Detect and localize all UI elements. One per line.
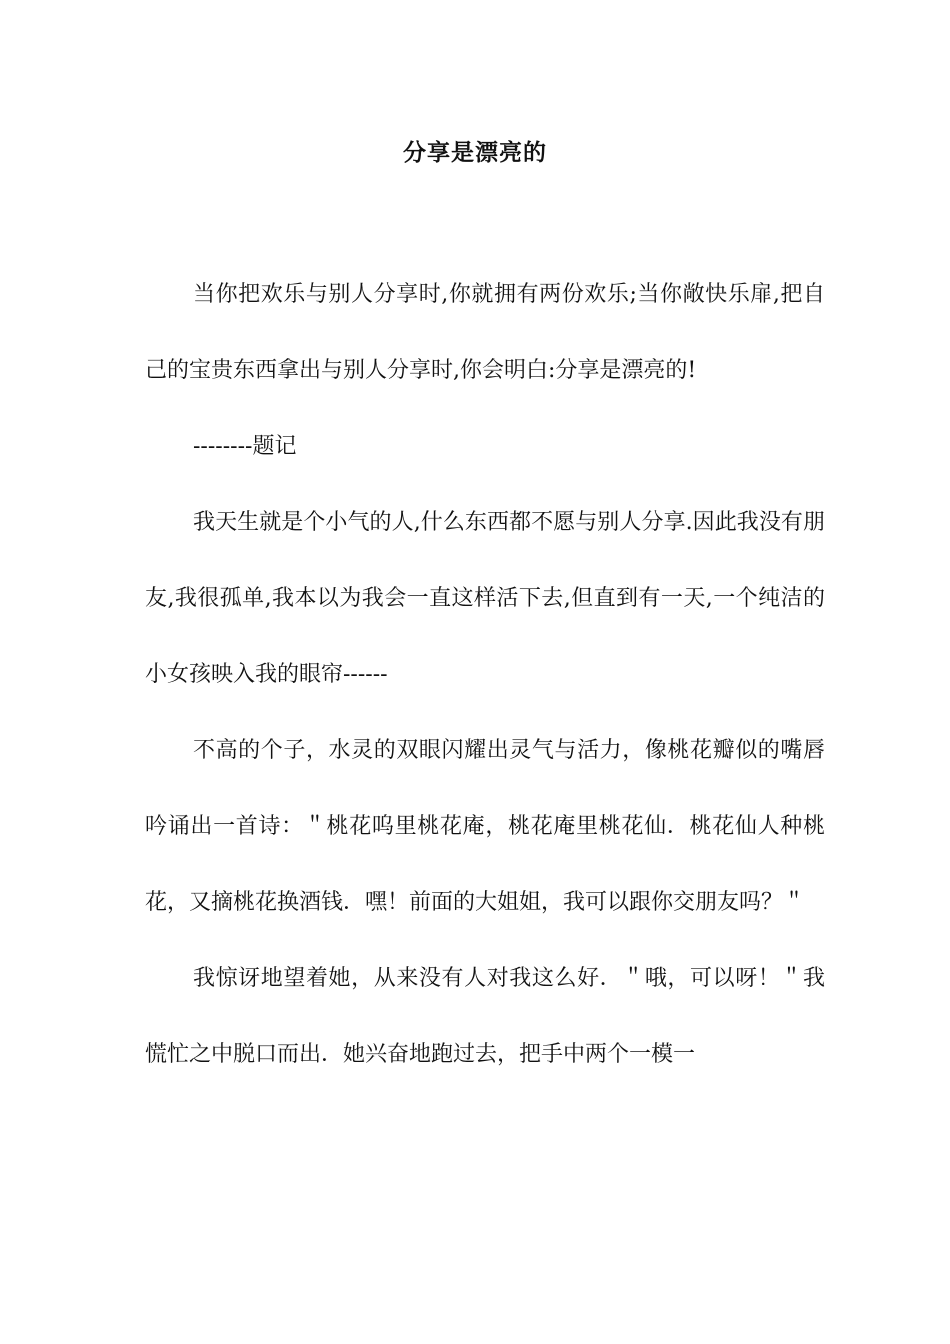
document-title: 分享是漂亮的 — [403, 139, 547, 166]
paragraph-story-1: 我天生就是个小气的人,什么东西都不愿与别人分享.因此我没有朋友,我很孤单,我本以为我会一直这样活下去,但直到有一天,一个纯洁的小女孩映入我的眼帘------ — [145, 510, 825, 687]
paragraph-story-2: 不高的个子，水灵的双眼闪耀出灵气与活力，像桃花瓣似的嘴唇吟诵出一首诗：＂桃花呜里桃花庵，桃花庵里桃花仙．桃花仙人种桃花，又摘桃花换酒钱．嘿！前面的大姐姐，我可以跟你交朋友吗？＂ — [145, 738, 825, 915]
paragraph-intro: 当你把欢乐与别人分享时,你就拥有两份欢乐;当你敞快乐扉,把自己的宝贵东西拿出与别人分享时,你会明白:分享是漂亮的! — [145, 282, 825, 383]
paragraph-story-3: 我惊讶地望着她，从来没有人对我这么好．＂哦，可以呀！＂我慌忙之中脱口而出．她兴奋地跑过去，把手中两个一模一 — [145, 966, 825, 1067]
paragraph-inscription: --------题记 — [193, 434, 297, 459]
document-body — [145, 257, 825, 1093]
